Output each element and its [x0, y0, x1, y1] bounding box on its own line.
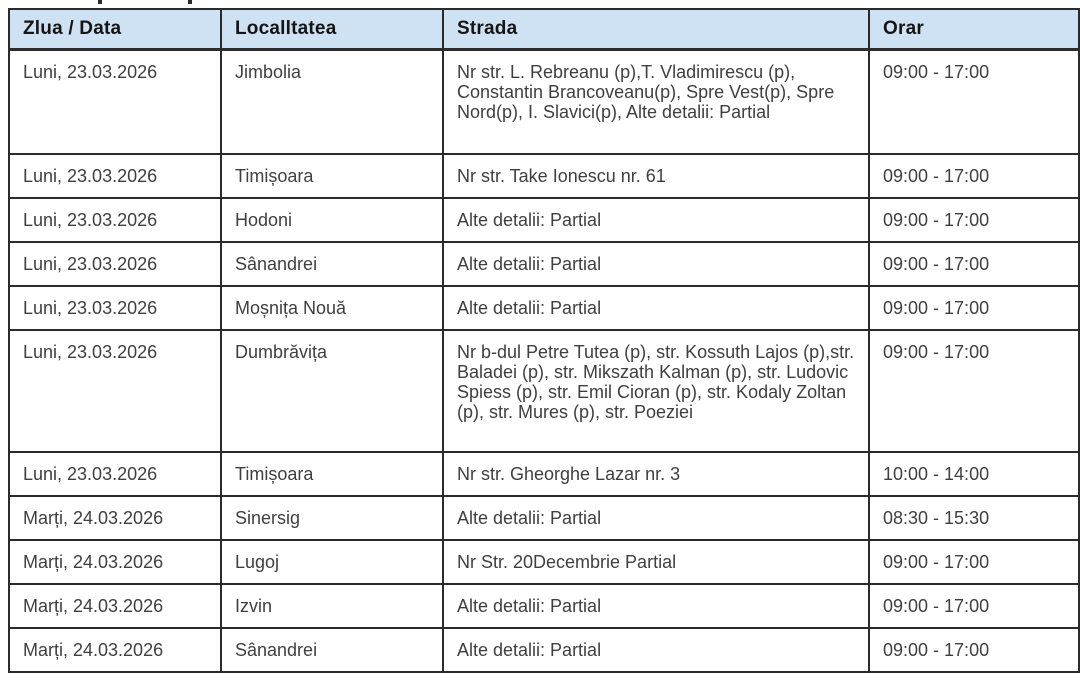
- header-row: [9, 9, 1079, 49]
- table-row: [9, 584, 1079, 628]
- cell-hours: 09:00 - 17:00: [869, 198, 1079, 242]
- cell-day-date: Luni, 23.03.2026: [9, 452, 221, 496]
- cell-hours: 09:00 - 17:00: [869, 540, 1079, 584]
- outage-schedule-table: [8, 8, 1080, 673]
- cell-street: Alte detalii: Partial: [443, 628, 869, 672]
- cell-day-date: Luni, 23.03.2026: [9, 242, 221, 286]
- cell-street: Alte detalii: Partial: [443, 242, 869, 286]
- cell-hours: 09:00 - 17:00: [869, 242, 1079, 286]
- cell-street: Nr b-dul Petre Tutea (p), str. Kossuth Lajos (p),str. Baladei (p), str. Mikszath Kalman (p), str. Ludovic Spiess (p), str. Emil Cioran (p), str. Kodaly Zoltan (p), str. Mures (p), str. Poeziei: [443, 330, 869, 452]
- cell-day-date: Marți, 24.03.2026: [9, 584, 221, 628]
- table-body: [9, 49, 1079, 672]
- cell-day-date: Luni, 23.03.2026: [9, 330, 221, 452]
- cell-hours: 09:00 - 17:00: [869, 49, 1079, 154]
- table-row: [9, 49, 1079, 154]
- cell-street: Alte detalii: Partial: [443, 496, 869, 540]
- cell-locality: Dumbrăvița: [221, 330, 443, 452]
- cell-day-date: Marți, 24.03.2026: [9, 540, 221, 584]
- cell-locality: Timișoara: [221, 154, 443, 198]
- cell-day-date: Marți, 24.03.2026: [9, 496, 221, 540]
- cell-hours: 09:00 - 17:00: [869, 628, 1079, 672]
- table-row: [9, 286, 1079, 330]
- cropped-title-text-artifact: [98, 0, 102, 4]
- cell-locality: Hodoni: [221, 198, 443, 242]
- cell-day-date: Marți, 24.03.2026: [9, 628, 221, 672]
- cell-hours: 09:00 - 17:00: [869, 154, 1079, 198]
- cell-day-date: Luni, 23.03.2026: [9, 286, 221, 330]
- cell-locality: Izvin: [221, 584, 443, 628]
- table-row: [9, 154, 1079, 198]
- cell-day-date: Luni, 23.03.2026: [9, 154, 221, 198]
- table-row: [9, 628, 1079, 672]
- cell-street: Alte detalii: Partial: [443, 198, 869, 242]
- cell-locality: Sânandrei: [221, 242, 443, 286]
- cell-locality: Sinersig: [221, 496, 443, 540]
- column-header-street: Strada: [443, 9, 869, 49]
- cropped-title-text-artifact: [188, 0, 192, 4]
- cell-day-date: Luni, 23.03.2026: [9, 49, 221, 154]
- column-header-day-date: Zlua / Data: [9, 9, 221, 49]
- cell-hours: 09:00 - 17:00: [869, 286, 1079, 330]
- cell-locality: Moșnița Nouă: [221, 286, 443, 330]
- cell-locality: Lugoj: [221, 540, 443, 584]
- table-row: [9, 330, 1079, 452]
- cell-street: Nr Str. 20Decembrie Partial: [443, 540, 869, 584]
- cell-hours: 09:00 - 17:00: [869, 584, 1079, 628]
- table-row: [9, 198, 1079, 242]
- table-row: [9, 496, 1079, 540]
- table-row: [9, 540, 1079, 584]
- cell-street: Nr str. Gheorghe Lazar nr. 3: [443, 452, 869, 496]
- column-header-hours: Orar: [869, 9, 1079, 49]
- table-row: [9, 452, 1079, 496]
- table-row: [9, 242, 1079, 286]
- cell-locality: Sânandrei: [221, 628, 443, 672]
- cell-day-date: Luni, 23.03.2026: [9, 198, 221, 242]
- cell-street: Alte detalii: Partial: [443, 584, 869, 628]
- cell-hours: 08:30 - 15:30: [869, 496, 1079, 540]
- cell-street: Nr str. L. Rebreanu (p),T. Vladimirescu (p), Constantin Brancoveanu(p), Spre Vest(p), Spre Nord(p), I. Slavici(p), Alte detalii: Partial: [443, 49, 869, 154]
- column-header-locality: Localltatea: [221, 9, 443, 49]
- cell-hours: 09:00 - 17:00: [869, 330, 1079, 452]
- cell-street: Alte detalii: Partial: [443, 286, 869, 330]
- cell-locality: Jimbolia: [221, 49, 443, 154]
- cell-hours: 10:00 - 14:00: [869, 452, 1079, 496]
- cell-locality: Timișoara: [221, 452, 443, 496]
- cell-street: Nr str. Take Ionescu nr. 61: [443, 154, 869, 198]
